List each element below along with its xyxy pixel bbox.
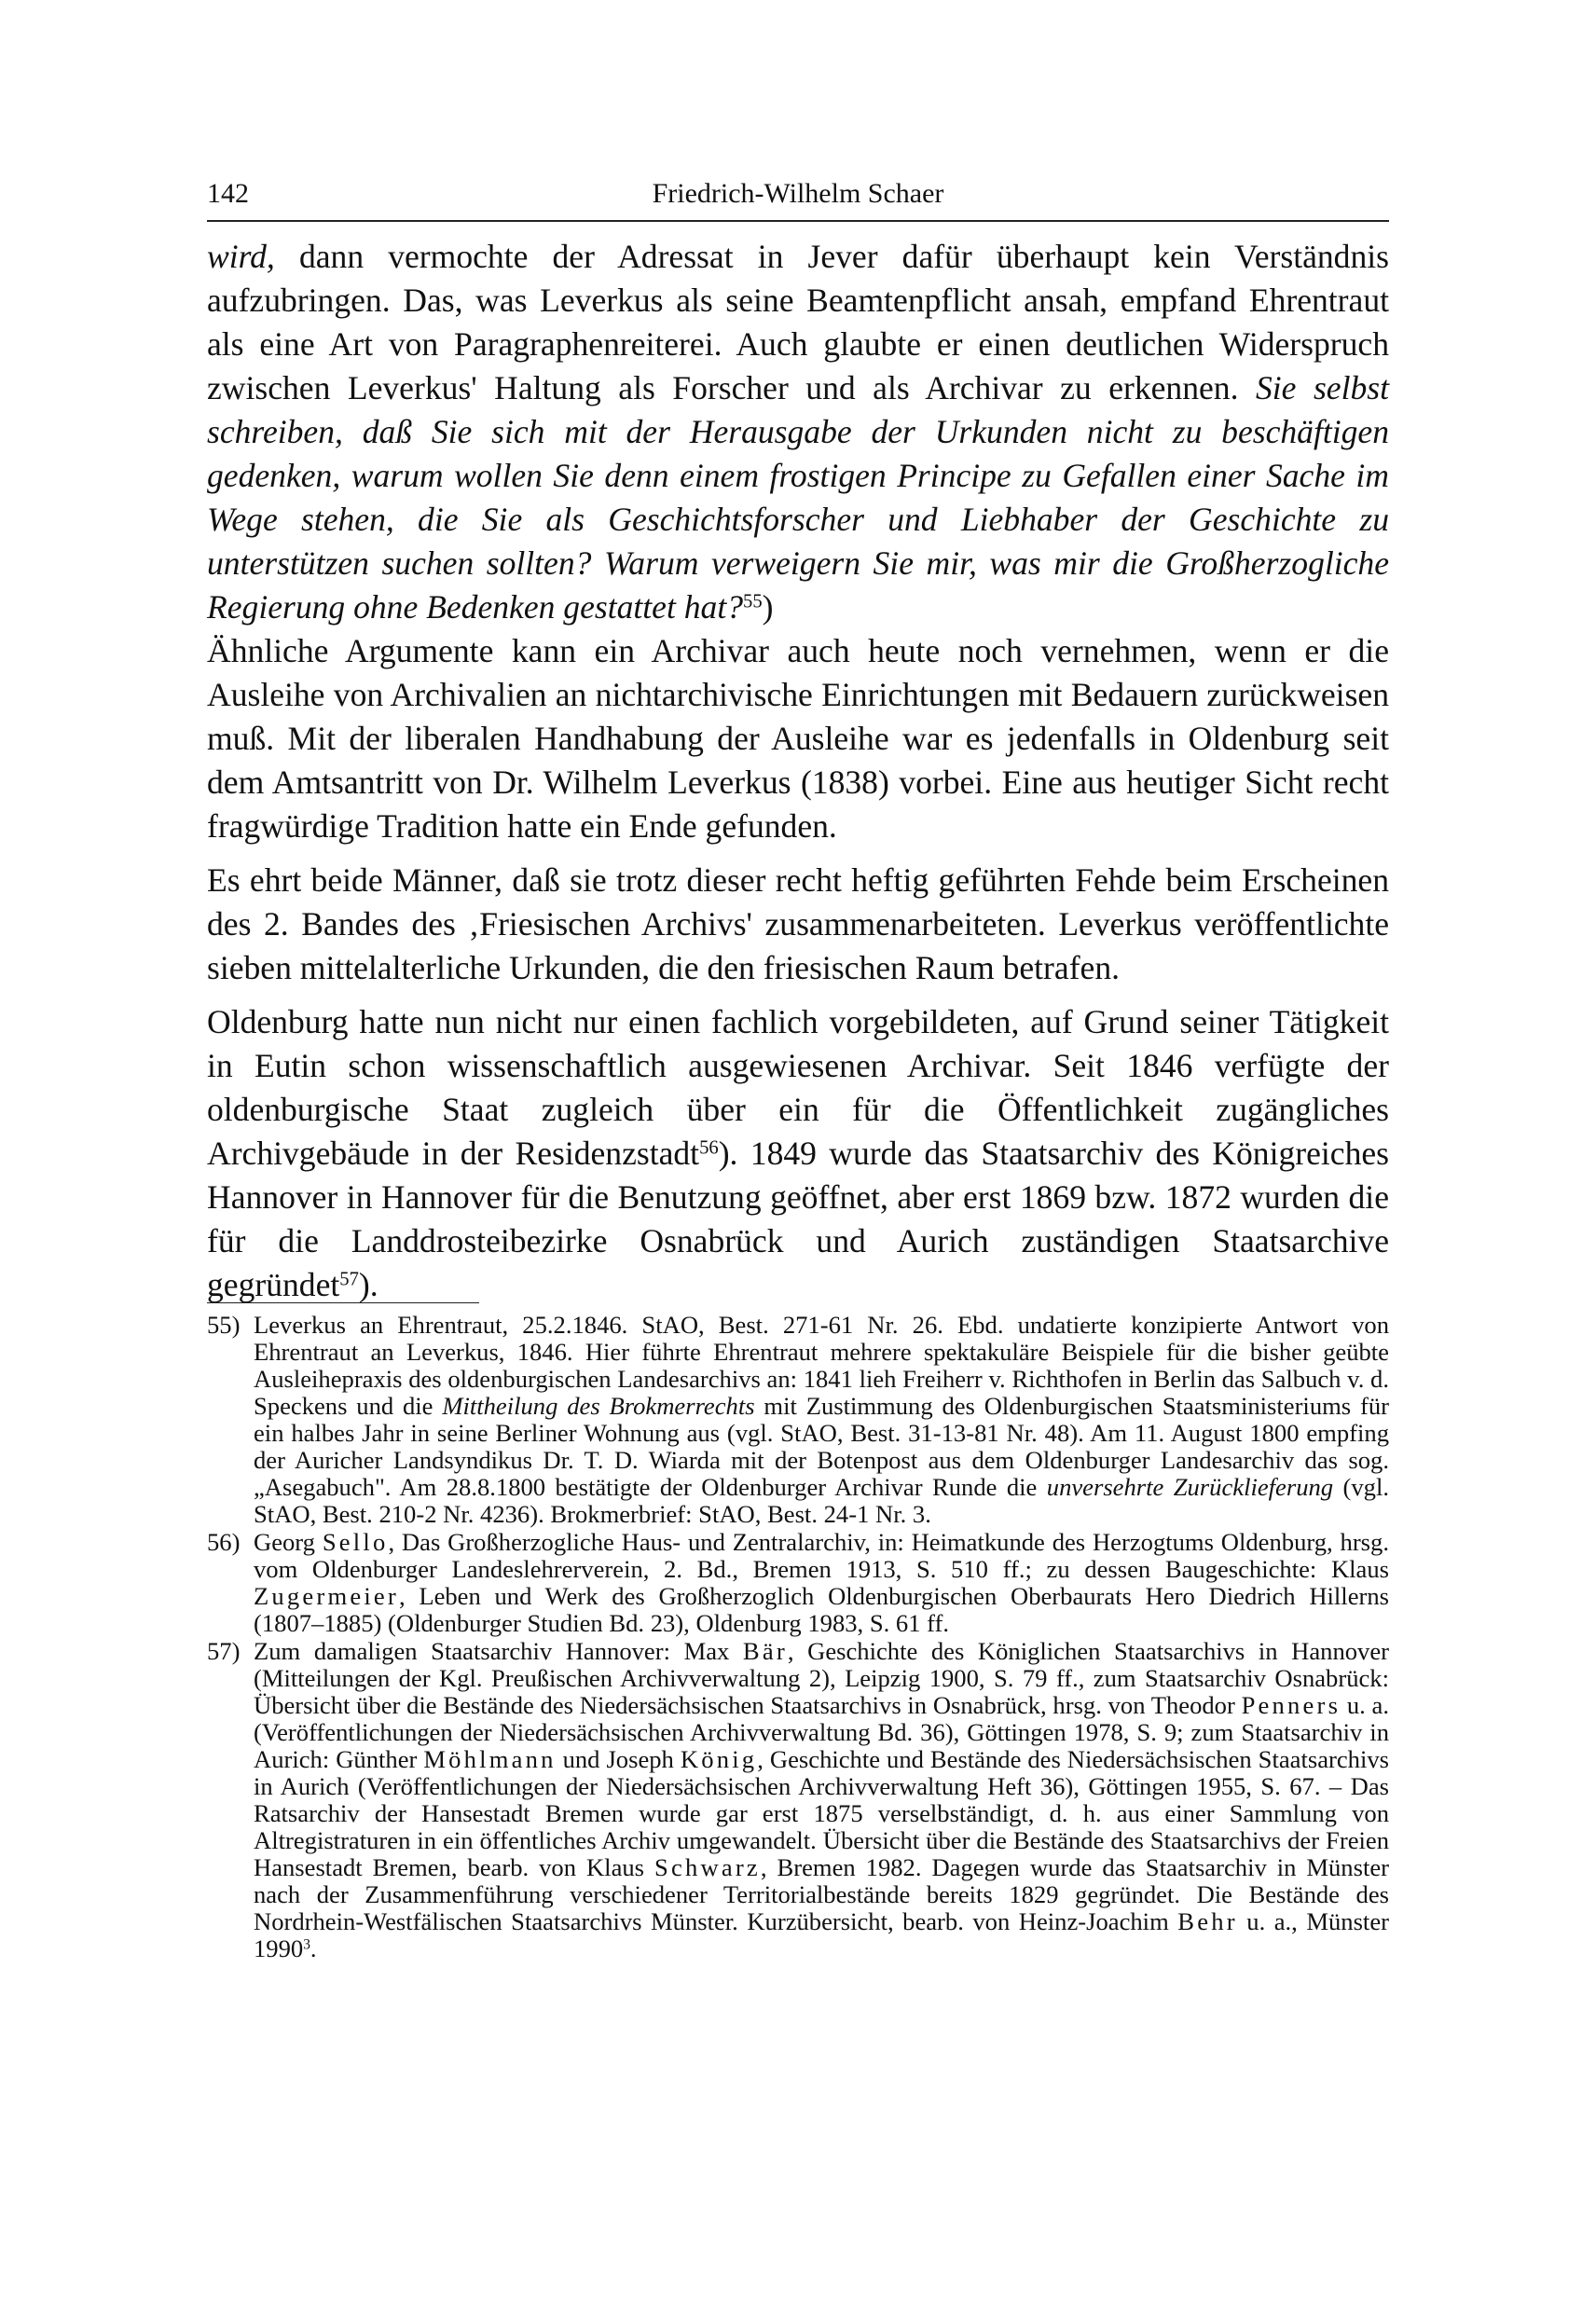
page-number: 142 — [207, 178, 249, 209]
page-header — [207, 177, 1389, 222]
text-run: , Geschichte des Königlichen Staatsarchivs in Hannover (Mitteilungen der Kgl. Preußischen Archivverwaltung 2), Leipzig 1900, S. 79 ff., zum Staatsarchiv Osnabrück: Übersicht über die Bestände des Niedersächsischen Staatsarchivs in Osnabrück, hrsg. von Theodor — [254, 1637, 1389, 1719]
footnotes — [207, 1312, 1389, 1963]
italic-text: wird, — [207, 238, 275, 275]
text-run: Zum damaligen Staatsarchiv Hannover: Max — [254, 1637, 743, 1665]
footnote-text — [254, 1638, 1389, 1962]
paragraph-1 — [207, 235, 1389, 848]
text-run: Leverkus an Ehrentraut, 25.2.1846. StAO, Best. 271-61 Nr. 26. Ebd. undatierte konzipierte Antwort von Ehrentraut an Leverkus, 1846. Hier führte Ehrentraut mehrere spektakuläre Beispiele für die bisher geübte Ausleihepraxis des oldenburgischen Landesarchivs an: 1841 lieh Freiherr v. Richthofen in Berlin das Salbuch v. d. Speckens und die — [254, 1311, 1389, 1420]
running-head: Friedrich-Wilhelm Schaer — [652, 178, 944, 209]
text-run: , Das Großherzogliche Haus- und Zentralarchiv, in: Heimatkunde des Herzogtums Oldenburg, hrsg. vom Oldenburger Landeslehrerverein, 2. Bd., Bremen 1913, S. 510 ff.; zu dessen Baugeschichte: Klaus — [254, 1528, 1389, 1583]
text-run: , Geschichte und Bestände des Niedersächsischen Staatsarchivs in Aurich (Veröffentlichungen der Niedersächsischen Archivverwaltung Heft 36), Göttingen 1955, S. 67. – Das Ratsarchiv der Hansestadt Bremen wurde gar erst 1875 verselbständigt, d. h. aus einer Sammlung von Altregistraturen in ein öffentliches Archiv umgewandelt. Übersicht über die Bestände des Staatsarchivs der Freien Hansestadt Bremen, bearb. von Klaus — [254, 1745, 1389, 1881]
footnote-56 — [207, 1529, 1389, 1637]
paragraph-2: Es ehrt beide Männer, daß sie trotz dieser recht heftig geführten Fehde beim Erscheinen des 2. Bandes des ‚Friesischen Archivs' zusammenarbeiteten. Leverkus veröffentlichte sieben mittelalterliche Urkunden, die den friesischen Raum betrafen. — [207, 861, 1389, 986]
footnote-number: 55) — [207, 1311, 241, 1339]
edition-superscript: 3 — [303, 1936, 310, 1953]
text-run: Ähnliche Argumente kann ein Archivar auch heute noch vernehmen, wenn er die Ausleihe von Archivalien an nichtarchivische Einrichtungen mit Bedauern zurückweisen muß. Mit der liberalen Handhabung der Ausleihe war es jedenfalls in Oldenburg seit dem Amtsantritt von Dr. Wilhelm Leverkus (1838) vorbei. Eine aus heutiger Sicht recht fragwürdige Tradition hatte ein Ende gefunden. — [207, 632, 1389, 845]
footnote-57 — [207, 1638, 1389, 1962]
footnote-number: 57) — [207, 1637, 241, 1665]
author-name: Behr — [1177, 1907, 1238, 1935]
text-run: u. a. (Veröffentlichungen der Niedersächsischen Archivverwaltung Bd. 36), Göttingen 1978, S. 9; zum Staatsarchiv in Aurich: Günther — [254, 1691, 1389, 1773]
author-name: Möhlmann — [423, 1745, 557, 1773]
author-name: Zugermeier — [254, 1582, 399, 1610]
footnote-55 — [207, 1312, 1389, 1528]
footnote-text — [254, 1529, 1389, 1637]
text-run: Georg — [254, 1528, 323, 1556]
author-name: Sello — [322, 1528, 389, 1556]
footnote-ref-57[interactable]: 57 — [339, 1269, 359, 1290]
author-name: König — [680, 1745, 758, 1773]
footnote-text — [254, 1312, 1389, 1528]
footnote-number: 56) — [207, 1528, 241, 1556]
text-run: , Bremen 1982. Dagegen wurde das Staatsarchiv in Münster nach der Zusammenführung verschiedener Territorialbestände bereits 1829 gegründet. Die Bestände des Nordrhein-Westfälischen Staatsarchivs Münster. Kurzübersicht, bearb. von Heinz-Joachim — [254, 1853, 1390, 1935]
text-run: dann vermochte der Adressat in Jever dafür überhaupt kein Verständnis aufzubringen. Das, was Leverkus als seine Beamtenpflicht ansah, empfand Ehrentraut als eine Art von Paragraphenreiterei. Auch glaubte er einen deutlichen Widerspruch zwischen Leverkus' Haltung als Forscher und als Archivar zu erkennen. — [207, 238, 1389, 406]
text-run: ) — [762, 588, 774, 626]
text-run: Oldenburg hatte nun nicht nur einen fachlich vorgebildeten, auf Grund seiner Tätigkeit in Eutin schon wissenschaftlich ausgewiesenen Archivar. Seit 1846 verfügte der oldenburgische Staat zugleich über ein für die Öffentlichkeit zugängliches Archivgebäude in der Residenzstadt — [207, 1003, 1389, 1172]
author-name: Schwarz — [654, 1853, 761, 1881]
author-name: Penners — [1241, 1691, 1341, 1719]
text-run: . — [310, 1934, 317, 1962]
italic-title: Mittheilung des Brokmerrechts — [442, 1392, 755, 1420]
text-run: u. a., Münster 1990 — [254, 1907, 1389, 1962]
body-text — [207, 235, 1389, 1317]
text-run: , Leben und Werk des Großherzoglich Oldenburgischen Oberbaurats Hero Diedrich Hillerns (1807–1885) (Oldenburger Studien Bd. 23), Oldenburg 1983, S. 61 ff. — [254, 1582, 1389, 1637]
text-run: (vgl. StAO, Best. 210-2 Nr. 4236). Brokmerbrief: StAO, Best. 24-1 Nr. 3. — [254, 1473, 1389, 1528]
text-run: ). 1849 wurde das Staatsarchiv des Königreiches Hannover in Hannover für die Benutzung geöffnet, aber erst 1869 bzw. 1872 wurden die für die Landdrosteibezirke Osnabrück und Aurich zuständigen Staatsarchive gegründet — [207, 1135, 1389, 1303]
text-run: und Joseph — [556, 1745, 681, 1773]
quotation-italic: Sie selbst schreiben, daß Sie sich mit der Herausgabe der Urkunden nicht zu beschäftigen gedenken, warum wollen Sie denn einem frostigen Principe zu Gefallen einer Sache im Wege stehen, die Sie als Geschichtsforscher und Liebhaber der Geschichte zu unterstützen suchen sollten? Warum verweigern Sie mir, was mir die Großherzogliche Regierung ohne Bedenken gestattet hat? — [207, 369, 1390, 626]
paragraph-3 — [207, 1000, 1389, 1307]
footnote-ref-55[interactable]: 55 — [743, 591, 763, 612]
footnote-ref-56[interactable]: 56 — [699, 1137, 719, 1159]
text-run: mit Zustimmung des Oldenburgischen Staatsministeriums für ein halbes Jahr in seine Berliner Wohnung aus (vgl. StAO, Best. 31-13-81 Nr. 48). Am 11. August 1800 empfing der Auricher Landsyndikus Dr. T. D. Wiarda mit der Botenpost aus dem Oldenburger Landesarchiv das sog. „Asegabuch". Am 28.8.1800 bestätigte der Oldenburger Archivar Runde die — [254, 1392, 1389, 1501]
text-run: ). — [358, 1266, 378, 1303]
footnote-divider — [207, 1302, 479, 1303]
italic-quote: unversehrte Zurücklieferung — [1046, 1473, 1334, 1501]
author-name: Bär — [742, 1637, 788, 1665]
